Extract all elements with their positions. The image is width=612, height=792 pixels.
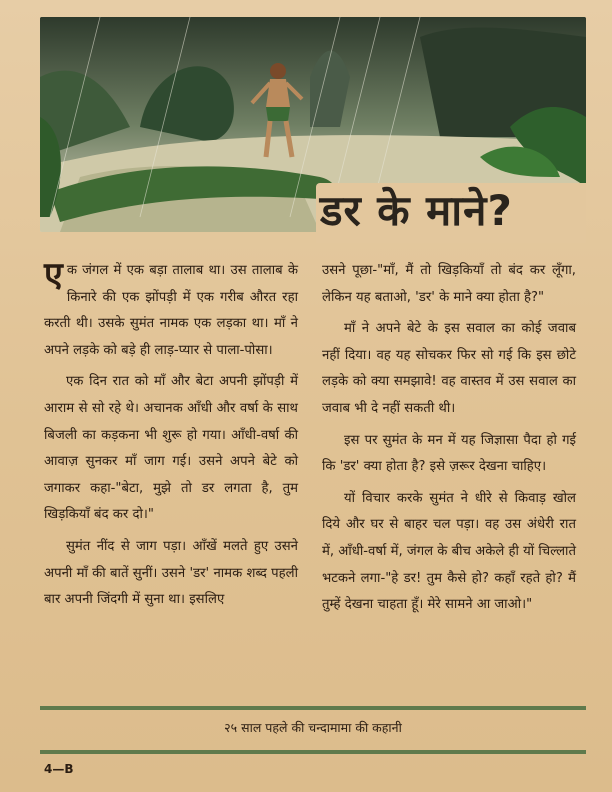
paragraph (44, 255, 298, 364)
right-column (322, 258, 576, 619)
paragraph: सुमंत नींद से जाग पड़ा। आँखें मलते हुए उसने अपनी माँ की बातें सुनीं। उसने 'डर' नामक शब्द पहली बार अपनी जिंदगी में सुना था। इसलिए (44, 538, 298, 608)
story-title: डर के माने? (320, 186, 513, 235)
paragraph: उसने पूछा-"माँ, मैं तो खिड़कियाँ तो बंद कर लूँगा, लेकिन यह बताओ, 'डर' के माने क्या होता है?" (322, 263, 576, 305)
paragraph-text: क जंगल में एक बड़ा तालाब था। उस तालाब के किनारे की एक झोंपड़ी में एक गरीब औरत रहा करती थी। उसके सुमंत नामक एक लड़का था। माँ ने अपने लड़के को बड़े ही लाड़-प्यार से पाला-पोसा। (44, 263, 298, 358)
footer-rule-top (40, 706, 586, 710)
paragraph: एक दिन रात को माँ और बेटा अपनी झोंपड़ी में आराम से सो रहे थे। अचानक आँधी और वर्षा के साथ बिजली का कड़कना भी शुरू हो गया। आँधी-वर्षा की आवाज़ सुनकर माँ जाग गई। उसने अपने बेटे को जगाकर कहा-"बेटा, मुझे तो डर लगता है, तुम खिड़कियाँ बंद कर दो।" (44, 374, 298, 523)
drop-cap: ए (44, 255, 63, 295)
footer-rule-bottom (40, 750, 586, 754)
paragraph: इस पर सुमंत के मन में यह जिज्ञासा पैदा हो गई कि 'डर' क्या होता है? इसे ज़रूर देखना चाहिए। (322, 432, 576, 475)
page-number: 4—B (44, 762, 74, 776)
left-column (44, 255, 298, 614)
paragraph: माँ ने अपने बेटे के इस सवाल का कोई जवाब नहीं दिया। वह यह सोचकर फिर सो गई कि इस छोटे लड़के को क्या समझावे! वह वास्तव में उस सवाल का जवाब भी दे नहीं सकती थी। (322, 321, 576, 416)
paragraph: यों विचार करके सुमंत ने धीरे से किवाड़ खोल दिये और घर से बाहर चल पड़ा। वह उस अंधेरी रात में, आँधी-वर्षा में, जंगल के बीच अकेले ही यों चिल्लाते भटकने लगा-"हे डर! तुम कैसे हो? कहाँ रहते हो? मैं तुम्हें देखना चाहता हूँ। मेरे सामने आ जाओ।" (322, 490, 576, 613)
footer-note: २५ साल पहले की चन्दामामा की कहानी (224, 720, 402, 735)
